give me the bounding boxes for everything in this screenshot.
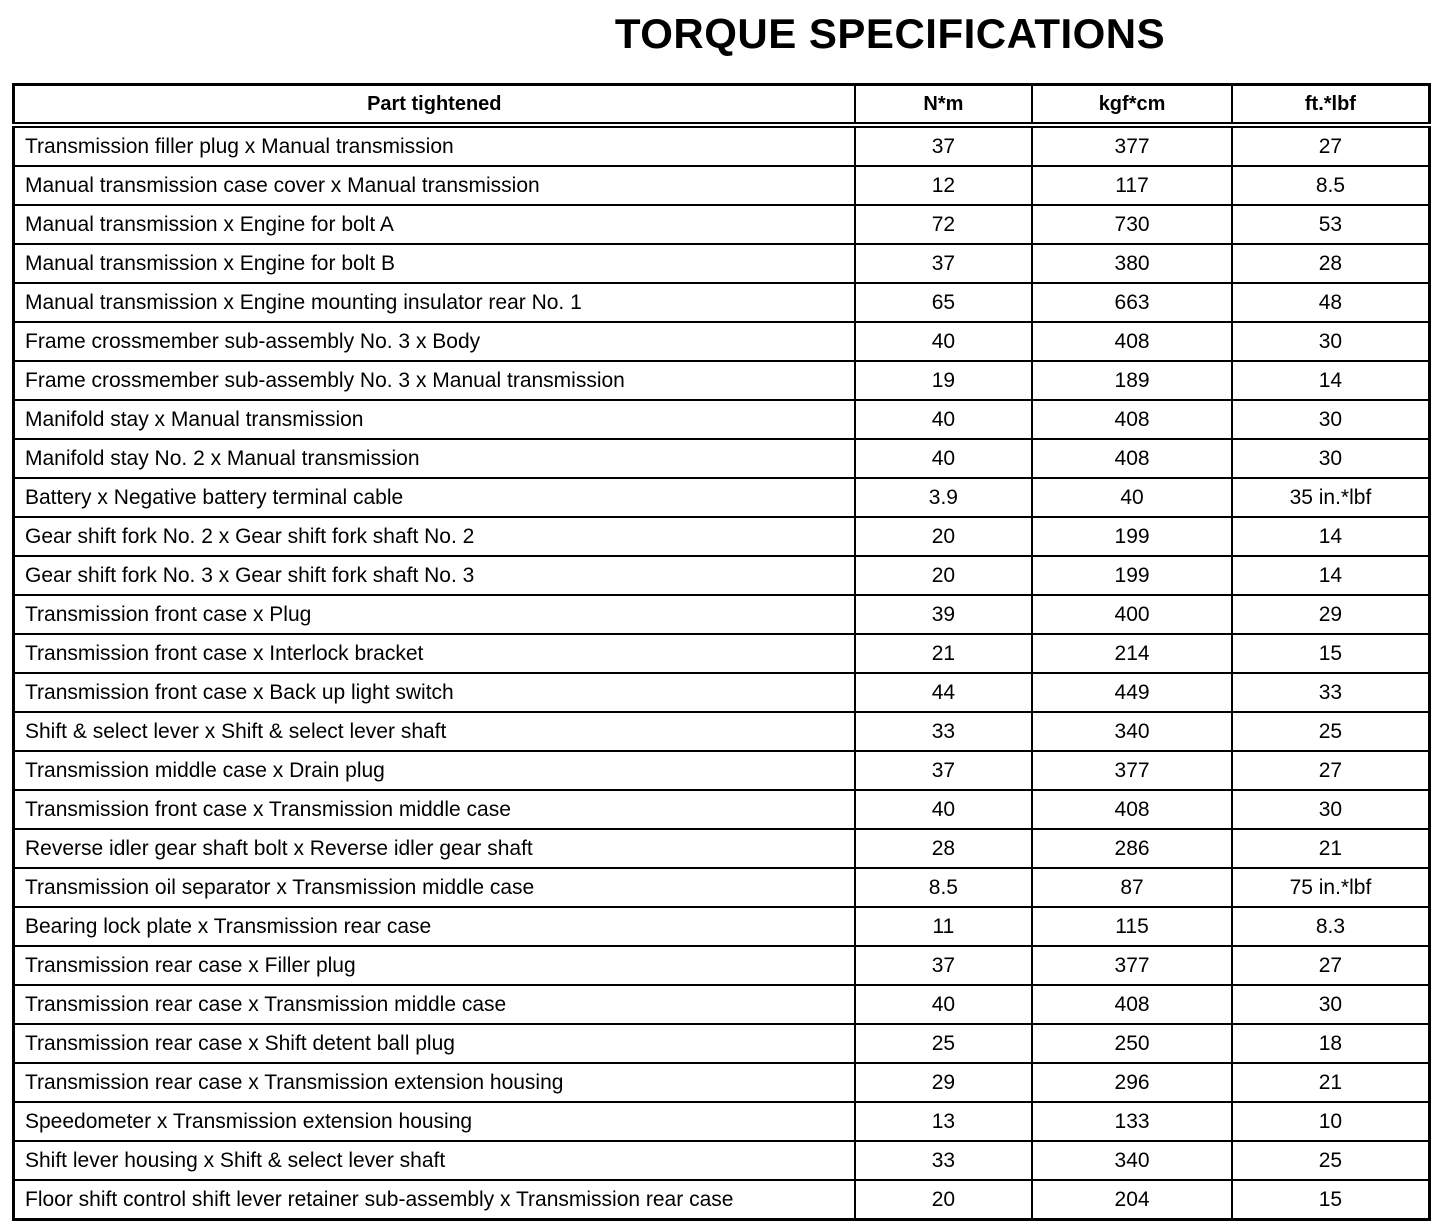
part-cell: Gear shift fork No. 2 x Gear shift fork shaft No. 2 [14, 517, 855, 556]
nm-cell: 8.5 [855, 868, 1033, 907]
kgfcm-cell: 189 [1032, 361, 1232, 400]
nm-cell: 33 [855, 712, 1033, 751]
table-row [14, 125, 1430, 166]
nm-cell: 13 [855, 1102, 1033, 1141]
kgfcm-cell: 408 [1032, 790, 1232, 829]
ftlbf-cell: 18 [1232, 1024, 1430, 1063]
table-row [14, 439, 1430, 478]
part-cell: Frame crossmember sub-assembly No. 3 x Body [14, 322, 855, 361]
kgfcm-cell: 199 [1032, 556, 1232, 595]
table-row [14, 946, 1430, 985]
nm-cell: 28 [855, 829, 1033, 868]
nm-cell: 11 [855, 907, 1033, 946]
nm-cell: 21 [855, 634, 1033, 673]
ftlbf-cell: 10 [1232, 1102, 1430, 1141]
kgfcm-cell: 214 [1032, 634, 1232, 673]
nm-cell: 25 [855, 1024, 1033, 1063]
table-row [14, 907, 1430, 946]
kgfcm-cell: 400 [1032, 595, 1232, 634]
table-row [14, 1063, 1430, 1102]
header-row [14, 85, 1430, 126]
table-row [14, 478, 1430, 517]
table-row [14, 283, 1430, 322]
nm-cell: 37 [855, 125, 1033, 166]
table-row [14, 673, 1430, 712]
ftlbf-cell: 30 [1232, 400, 1430, 439]
table-row [14, 868, 1430, 907]
ftlbf-cell: 27 [1232, 946, 1430, 985]
part-cell: Transmission rear case x Filler plug [14, 946, 855, 985]
part-cell: Transmission rear case x Transmission middle case [14, 985, 855, 1024]
ftlbf-cell: 30 [1232, 985, 1430, 1024]
part-cell: Shift lever housing x Shift & select lever shaft [14, 1141, 855, 1180]
ftlbf-cell: 75 in.*lbf [1232, 868, 1430, 907]
nm-cell: 29 [855, 1063, 1033, 1102]
kgfcm-cell: 117 [1032, 166, 1232, 205]
torque-table [12, 83, 1431, 1221]
ftlbf-cell: 8.5 [1232, 166, 1430, 205]
kgfcm-cell: 408 [1032, 322, 1232, 361]
kgfcm-cell: 380 [1032, 244, 1232, 283]
kgfcm-cell: 449 [1032, 673, 1232, 712]
kgfcm-cell: 340 [1032, 712, 1232, 751]
kgfcm-cell: 408 [1032, 985, 1232, 1024]
header-kgfcm: kgf*cm [1032, 85, 1232, 126]
nm-cell: 39 [855, 595, 1033, 634]
page-title: TORQUE SPECIFICATIONS [614, 10, 1166, 57]
part-cell: Bearing lock plate x Transmission rear case [14, 907, 855, 946]
kgfcm-cell: 340 [1032, 1141, 1232, 1180]
ftlbf-cell: 30 [1232, 439, 1430, 478]
part-cell: Manifold stay No. 2 x Manual transmission [14, 439, 855, 478]
nm-cell: 3.9 [855, 478, 1033, 517]
ftlbf-cell: 14 [1232, 361, 1430, 400]
ftlbf-cell: 14 [1232, 517, 1430, 556]
table-row [14, 1024, 1430, 1063]
ftlbf-cell: 15 [1232, 634, 1430, 673]
ftlbf-cell: 15 [1232, 1180, 1430, 1220]
kgfcm-cell: 250 [1032, 1024, 1232, 1063]
part-cell: Gear shift fork No. 3 x Gear shift fork shaft No. 3 [14, 556, 855, 595]
kgfcm-cell: 40 [1032, 478, 1232, 517]
table-row [14, 205, 1430, 244]
nm-cell: 37 [855, 946, 1033, 985]
kgfcm-cell: 133 [1032, 1102, 1232, 1141]
part-cell: Transmission rear case x Transmission extension housing [14, 1063, 855, 1102]
kgfcm-cell: 663 [1032, 283, 1232, 322]
table-row [14, 790, 1430, 829]
part-cell: Frame crossmember sub-assembly No. 3 x Manual transmission [14, 361, 855, 400]
nm-cell: 72 [855, 205, 1033, 244]
part-cell: Manual transmission x Engine mounting insulator rear No. 1 [14, 283, 855, 322]
part-cell: Manual transmission case cover x Manual transmission [14, 166, 855, 205]
ftlbf-cell: 25 [1232, 1141, 1430, 1180]
nm-cell: 12 [855, 166, 1033, 205]
ftlbf-cell: 28 [1232, 244, 1430, 283]
kgfcm-cell: 377 [1032, 946, 1232, 985]
table-row [14, 556, 1430, 595]
kgfcm-cell: 408 [1032, 400, 1232, 439]
kgfcm-cell: 286 [1032, 829, 1232, 868]
nm-cell: 37 [855, 751, 1033, 790]
header-nm: N*m [855, 85, 1033, 126]
kgfcm-cell: 377 [1032, 125, 1232, 166]
kgfcm-cell: 377 [1032, 751, 1232, 790]
part-cell: Transmission middle case x Drain plug [14, 751, 855, 790]
ftlbf-cell: 21 [1232, 829, 1430, 868]
nm-cell: 40 [855, 400, 1033, 439]
ftlbf-cell: 35 in.*lbf [1232, 478, 1430, 517]
part-cell: Floor shift control shift lever retainer sub-assembly x Transmission rear case [14, 1180, 855, 1220]
ftlbf-cell: 14 [1232, 556, 1430, 595]
nm-cell: 40 [855, 790, 1033, 829]
ftlbf-cell: 8.3 [1232, 907, 1430, 946]
kgfcm-cell: 296 [1032, 1063, 1232, 1102]
nm-cell: 44 [855, 673, 1033, 712]
kgfcm-cell: 204 [1032, 1180, 1232, 1220]
part-cell: Transmission filler plug x Manual transmission [14, 125, 855, 166]
part-cell: Transmission front case x Plug [14, 595, 855, 634]
table-row [14, 712, 1430, 751]
ftlbf-cell: 30 [1232, 322, 1430, 361]
ftlbf-cell: 27 [1232, 751, 1430, 790]
header-ftlbf: ft.*lbf [1232, 85, 1430, 126]
kgfcm-cell: 87 [1032, 868, 1232, 907]
table-row [14, 595, 1430, 634]
kgfcm-cell: 730 [1032, 205, 1232, 244]
part-cell: Battery x Negative battery terminal cable [14, 478, 855, 517]
nm-cell: 40 [855, 322, 1033, 361]
ftlbf-cell: 29 [1232, 595, 1430, 634]
part-cell: Transmission front case x Interlock bracket [14, 634, 855, 673]
part-cell: Transmission rear case x Shift detent ball plug [14, 1024, 855, 1063]
nm-cell: 65 [855, 283, 1033, 322]
table-row [14, 322, 1430, 361]
nm-cell: 33 [855, 1141, 1033, 1180]
ftlbf-cell: 21 [1232, 1063, 1430, 1102]
table-row [14, 829, 1430, 868]
kgfcm-cell: 199 [1032, 517, 1232, 556]
table-row [14, 517, 1430, 556]
table-row [14, 400, 1430, 439]
ftlbf-cell: 33 [1232, 673, 1430, 712]
nm-cell: 19 [855, 361, 1033, 400]
part-cell: Manual transmission x Engine for bolt A [14, 205, 855, 244]
ftlbf-cell: 27 [1232, 125, 1430, 166]
kgfcm-cell: 115 [1032, 907, 1232, 946]
table-row [14, 1180, 1430, 1220]
part-cell: Manual transmission x Engine for bolt B [14, 244, 855, 283]
table-row [14, 1141, 1430, 1180]
ftlbf-cell: 53 [1232, 205, 1430, 244]
kgfcm-cell: 408 [1032, 439, 1232, 478]
table-row [14, 244, 1430, 283]
nm-cell: 40 [855, 985, 1033, 1024]
part-cell: Shift & select lever x Shift & select lever shaft [14, 712, 855, 751]
header-part: Part tightened [14, 85, 855, 126]
table-row [14, 634, 1430, 673]
table-row [14, 751, 1430, 790]
part-cell: Speedometer x Transmission extension housing [14, 1102, 855, 1141]
part-cell: Manifold stay x Manual transmission [14, 400, 855, 439]
table-row [14, 361, 1430, 400]
table-row [14, 985, 1430, 1024]
part-cell: Transmission front case x Back up light switch [14, 673, 855, 712]
nm-cell: 20 [855, 517, 1033, 556]
part-cell: Transmission front case x Transmission middle case [14, 790, 855, 829]
part-cell: Reverse idler gear shaft bolt x Reverse idler gear shaft [14, 829, 855, 868]
part-cell: Transmission oil separator x Transmission middle case [14, 868, 855, 907]
nm-cell: 37 [855, 244, 1033, 283]
nm-cell: 20 [855, 1180, 1033, 1220]
table-row [14, 166, 1430, 205]
ftlbf-cell: 25 [1232, 712, 1430, 751]
nm-cell: 20 [855, 556, 1033, 595]
table-row [14, 1102, 1430, 1141]
ftlbf-cell: 48 [1232, 283, 1430, 322]
nm-cell: 40 [855, 439, 1033, 478]
ftlbf-cell: 30 [1232, 790, 1430, 829]
